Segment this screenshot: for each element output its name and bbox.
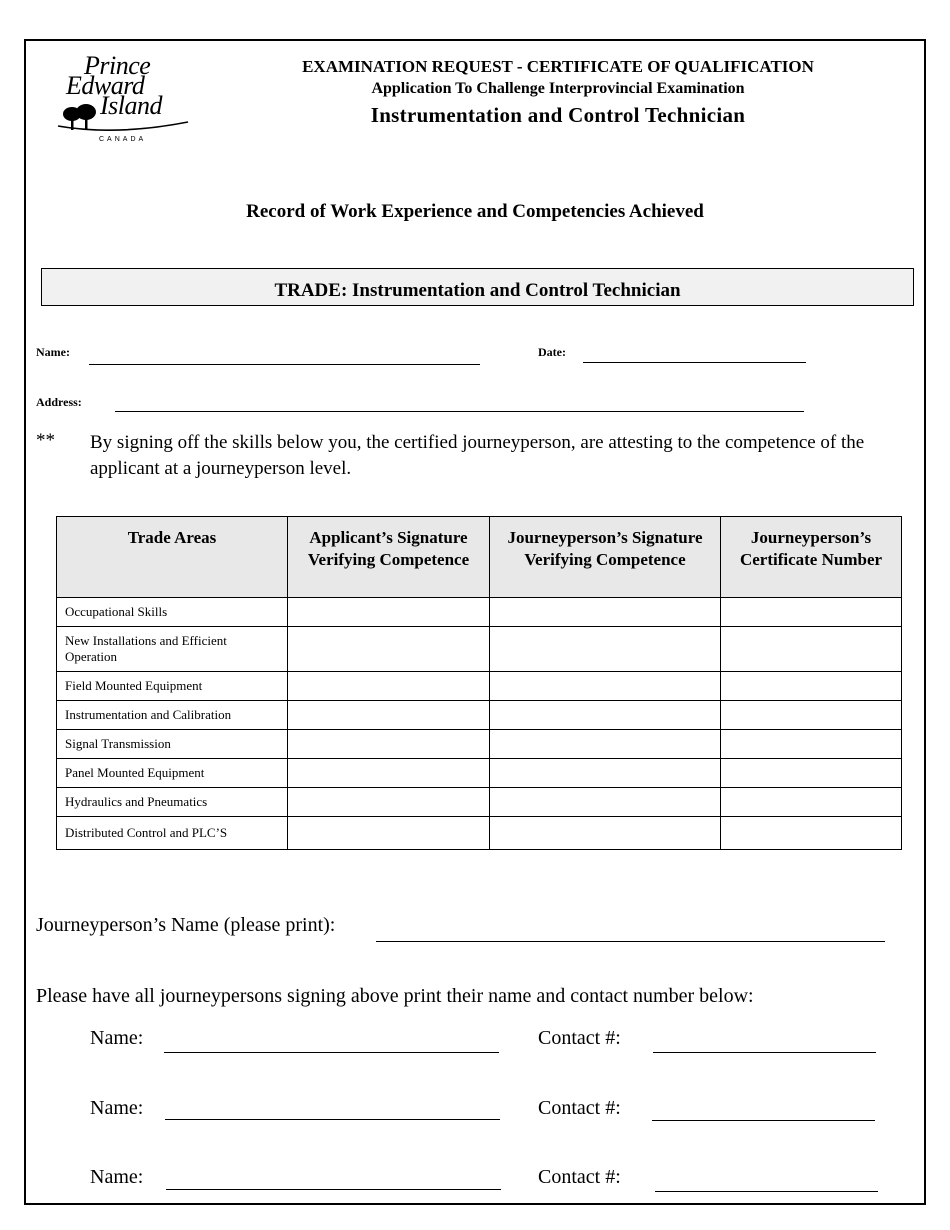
- applicant-signature-cell[interactable]: [288, 730, 490, 759]
- table-row: [57, 817, 902, 850]
- journeyperson-signature-cell[interactable]: [490, 730, 721, 759]
- table-row: [57, 730, 902, 759]
- contact-number-field[interactable]: [652, 1120, 875, 1121]
- certificate-number-cell[interactable]: [721, 788, 902, 817]
- table-row: [57, 672, 902, 701]
- competency-table: [56, 516, 902, 850]
- journeyperson-signature-cell[interactable]: [490, 672, 721, 701]
- trade-area-cell: Instrumentation and Calibration: [57, 701, 288, 730]
- col-header-trade-areas: Trade Areas: [57, 517, 288, 598]
- trade-area-cell: Distributed Control and PLC’S: [57, 817, 288, 850]
- journeyperson-name-field[interactable]: [376, 941, 885, 942]
- trade-banner: TRADE: Instrumentation and Control Technician: [41, 268, 914, 306]
- contact-number-label: Contact #:: [538, 1097, 621, 1119]
- table-row: [57, 788, 902, 817]
- contact-name-field[interactable]: [166, 1189, 501, 1190]
- table-row: [57, 701, 902, 730]
- contact-number-label: Contact #:: [538, 1166, 621, 1188]
- pei-logo: [56, 52, 196, 148]
- trade-area-cell: Hydraulics and Pneumatics: [57, 788, 288, 817]
- name-field[interactable]: [89, 364, 480, 365]
- logo-line-3: Island: [100, 91, 162, 120]
- col-header-journeyperson-signature: Journeyperson’s Signature Verifying Competence: [490, 517, 721, 598]
- logo-line-1: Prince: [84, 51, 151, 80]
- journeyperson-name-label: Journeyperson’s Name (please print):: [36, 914, 336, 936]
- trade-area-cell: Signal Transmission: [57, 730, 288, 759]
- journeyperson-signature-cell[interactable]: [490, 788, 721, 817]
- col-header-certificate-number: Journeyperson’s Certificate Number: [721, 517, 902, 598]
- date-field[interactable]: [583, 362, 806, 363]
- trade-area-cell: Occupational Skills: [57, 598, 288, 627]
- name-label: Name:: [36, 345, 70, 359]
- instruction-text: Please have all journeypersons signing above print their name and contact number below:: [36, 985, 754, 1007]
- contact-name-field[interactable]: [164, 1052, 499, 1053]
- form-title: EXAMINATION REQUEST - CERTIFICATE OF QUALIFICATION: [302, 57, 814, 76]
- certificate-number-cell[interactable]: [721, 817, 902, 850]
- applicant-signature-cell[interactable]: [288, 598, 490, 627]
- trade-area-cell: Field Mounted Equipment: [57, 672, 288, 701]
- contact-name-label: Name:: [90, 1166, 144, 1188]
- date-label: Date:: [538, 345, 566, 359]
- note-marker: **: [36, 430, 55, 451]
- table-row: [57, 759, 902, 788]
- journeyperson-signature-cell[interactable]: [490, 627, 721, 672]
- applicant-signature-cell[interactable]: [288, 627, 490, 672]
- col-header-applicant-signature: Applicant’s Signature Verifying Competence: [288, 517, 490, 598]
- certificate-number-cell[interactable]: [721, 672, 902, 701]
- journeyperson-signature-cell[interactable]: [490, 598, 721, 627]
- contact-number-label: Contact #:: [538, 1027, 621, 1049]
- address-field[interactable]: [115, 411, 804, 412]
- certificate-number-cell[interactable]: [721, 701, 902, 730]
- certificate-number-cell[interactable]: [721, 759, 902, 788]
- journeyperson-signature-cell[interactable]: [490, 759, 721, 788]
- certificate-number-cell[interactable]: [721, 627, 902, 672]
- certificate-number-cell[interactable]: [721, 730, 902, 759]
- address-label: Address:: [36, 395, 82, 409]
- contact-number-field[interactable]: [655, 1191, 878, 1192]
- form-subtitle: Application To Challenge Interprovincial Examination: [371, 80, 745, 97]
- applicant-signature-cell[interactable]: [288, 672, 490, 701]
- logo-line-2: Edward: [66, 71, 145, 100]
- applicant-signature-cell[interactable]: [288, 759, 490, 788]
- logo-country: CANADA: [99, 136, 147, 143]
- contact-number-field[interactable]: [653, 1052, 876, 1053]
- applicant-signature-cell[interactable]: [288, 817, 490, 850]
- record-title: Record of Work Experience and Competencies Achieved: [246, 201, 704, 222]
- journeyperson-signature-cell[interactable]: [490, 817, 721, 850]
- contact-name-label: Name:: [90, 1027, 144, 1049]
- trade-area-cell: New Installations and Efficient Operation: [57, 627, 288, 672]
- applicant-signature-cell[interactable]: [288, 788, 490, 817]
- trade-area-cell: Panel Mounted Equipment: [57, 759, 288, 788]
- contact-name-field[interactable]: [165, 1119, 500, 1120]
- attestation-note: By signing off the skills below you, the certified journeyperson, are attesting to the competence of the applicant at a journeyperson level.: [90, 432, 865, 479]
- applicant-signature-cell[interactable]: [288, 701, 490, 730]
- logo-swoosh-icon: [56, 118, 191, 134]
- certificate-number-cell[interactable]: [721, 598, 902, 627]
- journeyperson-signature-cell[interactable]: [490, 701, 721, 730]
- trade-title: Instrumentation and Control Technician: [370, 103, 746, 127]
- table-row: [57, 627, 902, 672]
- table-row: [57, 598, 902, 627]
- contact-name-label: Name:: [90, 1097, 144, 1119]
